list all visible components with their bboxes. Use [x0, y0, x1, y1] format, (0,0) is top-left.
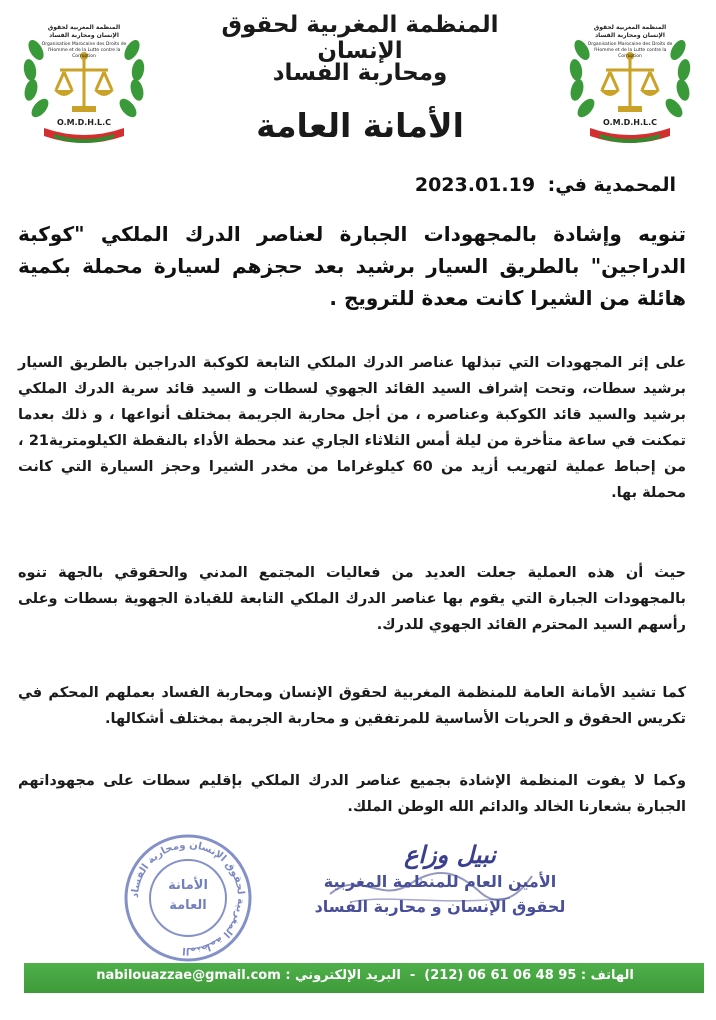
- email-address: nabilouazzae@gmail.com: [96, 968, 281, 983]
- secretariat-title: الأمانة العامة: [256, 106, 464, 145]
- body-paragraph: على إثر المجهودات التي تبذلها عناصر الدرك الملكي التابعة لكوكبة الدراجين بالطريق السيار برشيد سطات، وتحت إشراف السيد القائد الجهوي لسطات و السيد قائد سرية الدرك الملكي برشيد والسيد قائد الكوكبة وعناصره ، من أجل محاربة الجريمة بمختلف أنواعها ، و ذلك بعدما تمكنت في ساعة متأخرة من ليلة أمس الثلاثاء الجاري عند محطة الأداء بالنقطة الكيلومترية21 ، من إحباط عملية لتهريب أزيد من 60 كيلوغراما من مخدر الشيرا وحجز السيارة التي كانت محملة بها.: [18, 355, 686, 501]
- body-paragraph: كما تشيد الأمانة العامة للمنظمة المغربية لحقوق الإنسان ومحاربة الفساد بعملهم المحكم في تكريس الحقوق و الحريات الأساسية للمرتفقين و محاربة الجريمة بمختلف أشكالها.: [18, 685, 686, 727]
- letter-date: [415, 174, 676, 196]
- logo-arabic-ring-text: المنظمة المغربية لحقوق الإنسان ومحاربة الفساد: [47, 24, 121, 39]
- date-value: 2023.01.19: [414, 174, 536, 196]
- signatory-name: نبيل وزاع: [404, 840, 496, 869]
- signatory-title: الأمين العام للمنظمة المغربية: [323, 872, 557, 891]
- organization-logo-right: [560, 10, 700, 150]
- date-label: المحمدية في:: [547, 174, 676, 196]
- body-paragraph: وكما لا يفوت المنظمة الإشادة بجميع عناصر الدرك الملكي بإقليم سطات على مجهوداتهم الجبارة بشعارنا الخالد والدائم الله الوطن الملك.: [18, 773, 686, 815]
- organization-logo-left: [14, 10, 154, 150]
- stamp-center-line2: العامة: [169, 898, 207, 913]
- body-paragraph: حيث أن هذه العملية جعلت العديد من فعاليات المجتمع المدني والحقوقي بالجهة تنوه بالمجهودات الجبارة التي يقوم بها عناصر الدرك الملكي التابعة للقيادة الجهوية بسطات وعلى رأسهم السيد المحترم القائد الجهوي للدرك.: [18, 565, 686, 633]
- organization-name-line2: ومحاربة الفساد: [272, 60, 448, 86]
- logo-acronym: O.M.D.H.L.C: [602, 118, 658, 127]
- official-stamp: [118, 828, 258, 968]
- stamp-ring-text: المنظمة المغربية لحقوق الإنسان ومحاربة الفساد: [129, 839, 247, 957]
- logo-arabic-ring-text: المنظمة المغربية لحقوق الإنسان ومحاربة الفساد: [593, 24, 667, 39]
- phone-label: الهاتف :: [580, 968, 634, 983]
- letter-headline: تنويه وإشادة بالمجهودات الجبارة لعناصر الدرك الملكي "كوكبة الدراجين" بالطريق السيار برشيد بعد حجزهم لسيارة محملة بكمية هائلة من الشيرا كانت معدة للترويج .: [18, 222, 686, 310]
- logo-french-ring-text: Organisation Marocaine des Droits de l'Homme et de la Lutte contre la Corruption: [587, 42, 673, 59]
- logo-acronym: O.M.D.H.L.C: [56, 118, 112, 127]
- stamp-center-line1: الأمانة: [168, 878, 208, 893]
- organization-name: المنظمة المغربية لحقوق الإنسان: [221, 12, 499, 64]
- logo-french-ring-text: Organisation Marocaine des Droits de l'Homme et de la Lutte contre la Corruption: [41, 42, 127, 59]
- signatory-title-line2: لحقوق الإنسان و محاربة الفساد: [314, 897, 566, 916]
- footer-contact: الهاتف : (212) 06 61 06 48 95 - البريد الإلكتروني : nabilouazzae@gmail.com: [96, 968, 634, 983]
- email-label: البريد الإلكتروني :: [285, 968, 401, 983]
- phone-number: (212) 06 61 06 48 95: [424, 968, 577, 983]
